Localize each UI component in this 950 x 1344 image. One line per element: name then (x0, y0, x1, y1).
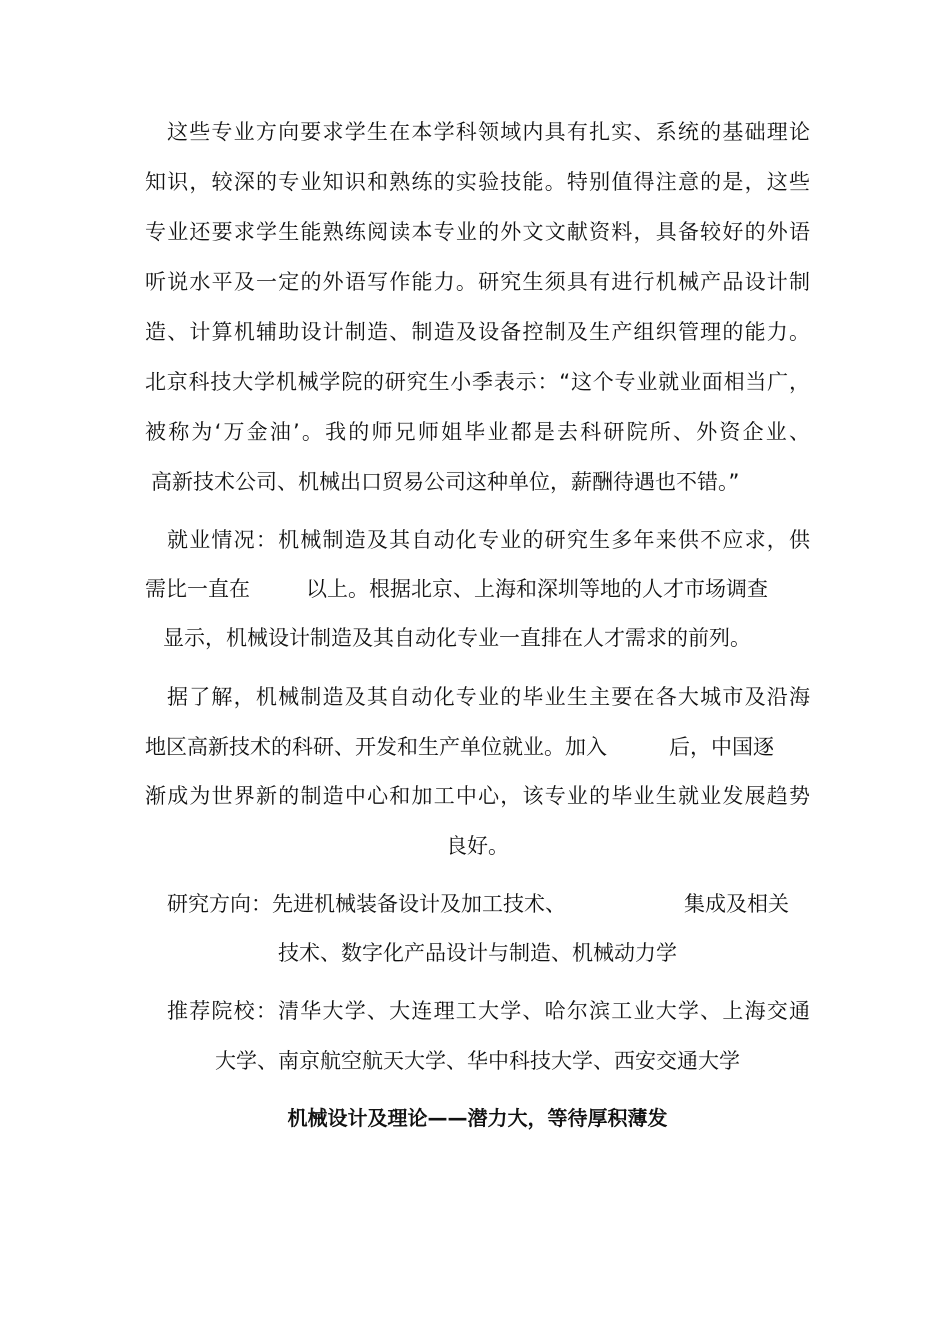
paragraph-1-line-3: 专业还要求学生能熟练阅读本专业的外文文献资料，具备较好的外语 (145, 220, 810, 244)
paragraph-3-line-4: 良好。 (446, 834, 509, 858)
paragraph-2-line-1: 就业情况：机械制造及其自动化专业的研究生多年来供不应求，供 (167, 528, 810, 552)
paragraph-3-line-2-part-a: 地区高新技术的科研、开发和生产单位就业。加入 (145, 735, 607, 759)
paragraph-4-line-2: 技术、数字化产品设计与制造、机械动力学 (278, 941, 677, 965)
paragraph-1-line-4: 听说水平及一定的外语写作能力。研究生须具有进行机械产品设计制 (145, 270, 810, 294)
paragraph-1-line-7: 被称为‘万金油’。我的师兄师姐毕业都是去科研院所、外资企业、 (145, 420, 810, 444)
paragraph-2-line-2 (145, 574, 810, 604)
paragraph-4-line-1 (145, 889, 810, 919)
paragraph-1-line-5: 造、计算机辅助设计制造、制造及设备控制及生产组织管理的能力。 (145, 320, 810, 344)
paragraph-1-line-2: 知识，较深的专业知识和熟练的实验技能。特别值得注意的是，这些 (145, 170, 810, 194)
paragraph-2-line-2-part-a: 需比一直在 (145, 577, 250, 601)
paragraph-2-line-3: 显示，机械设计制造及其自动化专业一直排在人才需求的前列。 (163, 626, 751, 650)
paragraph-3-line-2 (145, 732, 810, 762)
paragraph-1-line-1: 这些专业方向要求学生在本学科领域内具有扎实、系统的基础理论 (167, 120, 810, 144)
paragraph-3-line-2-part-b: 后，中国逐 (669, 735, 774, 759)
paragraph-1-line-6: 北京科技大学机械学院的研究生小季表示：“这个专业就业面相当广， (145, 370, 810, 394)
section-heading: 机械设计及理论——潜力大，等待厚积薄发 (287, 1106, 668, 1130)
paragraph-4-line-1-part-a: 研究方向：先进机械装备设计及加工技术、 (167, 892, 566, 916)
paragraph-3-line-3: 渐成为世界新的制造中心和加工中心，该专业的毕业生就业发展趋势 (145, 784, 810, 808)
paragraph-4-line-1-part-b: 集成及相关 (684, 892, 789, 916)
paragraph-1-line-8: 高新技术公司、机械出口贸易公司这种单位，薪酬待遇也不错。” (151, 470, 740, 494)
paragraph-5-line-2: 大学、南京航空航天大学、华中科技大学、西安交通大学 (215, 1049, 740, 1073)
paragraph-3-line-1: 据了解，机械制造及其自动化专业的毕业生主要在各大城市及沿海 (167, 685, 810, 709)
paragraph-5-line-1: 推荐院校：清华大学、大连理工大学、哈尔滨工业大学、上海交通 (167, 999, 810, 1023)
paragraph-2-line-2-part-b: 以上。根据北京、上海和深圳等地的人才市场调查 (306, 577, 768, 601)
